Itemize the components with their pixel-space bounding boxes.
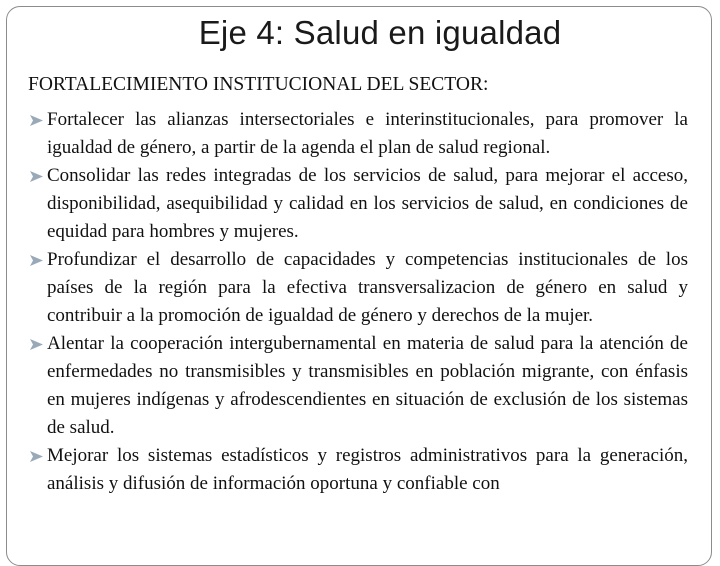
bullet-item (30, 330, 688, 442)
arrowhead-bullet-icon (30, 115, 43, 126)
bullet-list (30, 106, 688, 498)
bullet-item (30, 246, 688, 330)
bullet-item (30, 162, 688, 246)
section-heading: FORTALECIMIENTO INSTITUCIONAL DEL SECTOR: (28, 74, 489, 95)
arrowhead-bullet-icon (30, 451, 43, 462)
bullet-text: Fortalecer las alianzas intersectoriales e interinstitucionales, para promover la igualdad de género, a partir de la agenda el plan de salud regional. (47, 109, 688, 158)
bullet-text: Alentar la cooperación intergubernamental en materia de salud para la atención de enfermedades no transmisibles y transmisibles en población migrante, con énfasis en mujeres indígenas y afrodescendientes en situación de exclusión de los sistemas de salud. (47, 333, 688, 438)
arrowhead-bullet-icon (30, 171, 43, 182)
bullet-text: Profundizar el desarrollo de capacidades y competencias institucionales de los países de la región para la efectiva transversalizacion de género en salud y contribuir a la promoción de igualdad de género y derechos de la mujer. (47, 249, 688, 326)
bullet-item (30, 442, 688, 498)
arrowhead-bullet-icon (30, 255, 43, 266)
bullet-text: Mejorar los sistemas estadísticos y registros administrativos para la generación, análisis y difusión de información oportuna y confiable con (47, 445, 688, 494)
bullet-item (30, 106, 688, 162)
arrowhead-bullet-icon (30, 339, 43, 350)
bullet-text: Consolidar las redes integradas de los servicios de salud, para mejorar el acceso, disponibilidad, asequibilidad y calidad en los servicios de salud, en condiciones de equidad para hombres y mujeres. (47, 165, 688, 242)
slide-title: Eje 4: Salud en igualdad (198, 14, 562, 51)
